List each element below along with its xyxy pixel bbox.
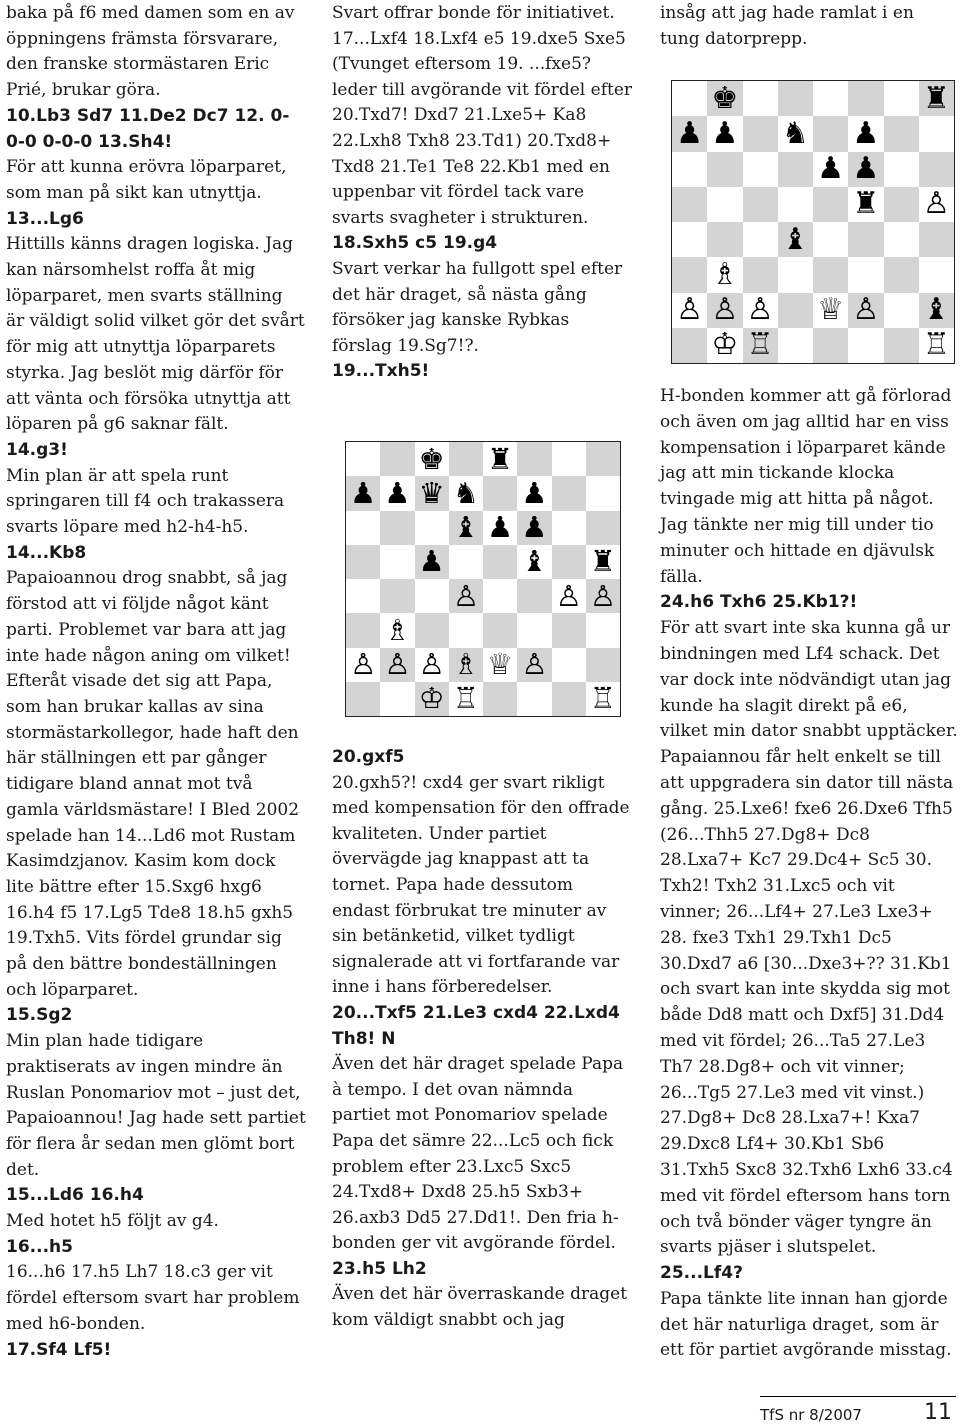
square-e7: [813, 116, 848, 151]
move-line: 15.Sg2: [6, 1005, 73, 1026]
move-line: 18.Sxh5 c5 19.g4: [332, 233, 498, 254]
square-c3: [415, 613, 449, 647]
square-d8: [778, 81, 813, 116]
chess-piece-icon: ♙: [746, 292, 774, 328]
move-line: 10.Lb3 Sd7 11.De2 Dc7 12. 0-0-0 0-0-0 13.Sh4!: [6, 105, 290, 152]
chess-piece-icon: ♙: [711, 292, 739, 328]
move-line: 23.h5 Lh2: [332, 1258, 427, 1279]
square-d7: [778, 116, 813, 151]
move-line: 19...Txh5!: [332, 361, 430, 382]
square-c4: [743, 222, 778, 257]
square-f1: [517, 682, 551, 716]
square-e7: [483, 476, 517, 510]
square-e1: [483, 682, 517, 716]
square-f5: [848, 187, 883, 222]
square-g5: [552, 545, 586, 579]
square-g2: [884, 293, 919, 328]
chess-piece-icon: ♙: [852, 292, 880, 328]
square-g2: [552, 648, 586, 682]
square-a3: [672, 257, 707, 292]
square-e5: [813, 187, 848, 222]
square-b8: [380, 442, 414, 476]
square-c5: [415, 545, 449, 579]
square-a5: [672, 187, 707, 222]
chess-piece-icon: ♜: [852, 186, 880, 222]
chess-piece-icon: ♕: [817, 292, 845, 328]
chess-piece-icon: ♟: [384, 475, 411, 510]
footer-rule: [760, 1396, 956, 1397]
chess-piece-icon: ♟: [852, 151, 880, 187]
square-d4: [449, 579, 483, 613]
square-f5: [517, 545, 551, 579]
chess-piece-icon: ♙: [452, 578, 479, 613]
chess-piece-icon: ♞: [781, 115, 809, 151]
paragraph: Papaioannou drog snabbt, så jag förstod att vi följde något känt parti. Problemet var bara att jag inte hade någon aning om vilket! Efteråt visade det sig att Papa, som han brukar kallas av sina stormästarkollegor, hade haft den här ställningen ett par gånger tidigare bland annat mot två gamla världsmästare! I Bled 2002 spelade han 14...Ld6 mot Rustam Kasimdzjanov. Kasim kom dock lite bättre efter 15.Sxg6 hxg6 16.h4 f5 17.Lg5 Tde8 18.h5 gxh5 19.Txh5. Vits fördel grundar sig på den bättre bondeställningen och löparparet.: [6, 568, 300, 1000]
chess-piece-icon: ♙: [922, 186, 950, 222]
square-c8: [743, 81, 778, 116]
square-d1: [449, 682, 483, 716]
square-a1: [672, 328, 707, 363]
square-d6: [449, 511, 483, 545]
square-c5: [743, 187, 778, 222]
paragraph: Papa tänkte lite innan han gjorde det här naturliga draget, som är ett för partiet avgörande misstag.: [660, 1288, 952, 1361]
square-h6: [586, 511, 620, 545]
square-d3: [449, 613, 483, 647]
square-h8: [919, 81, 954, 116]
chess-piece-icon: ♖: [746, 327, 774, 363]
square-e6: [813, 152, 848, 187]
square-b6: [707, 152, 742, 187]
square-f2: [517, 648, 551, 682]
square-f7: [517, 476, 551, 510]
square-f4: [517, 579, 551, 613]
publication-label: TfS nr 8/2007: [760, 1406, 862, 1424]
square-b1: [707, 328, 742, 363]
square-e8: [483, 442, 517, 476]
chess-piece-icon: ♙: [350, 647, 377, 682]
square-c8: [415, 442, 449, 476]
square-a2: [346, 648, 380, 682]
chess-piece-icon: ♙: [384, 647, 411, 682]
paragraph: Hittills känns dragen logiska. Jag kan närsomhelst roffa åt mig löparparet, men svarts ställning är väldigt solid vilket gör det svårt för mig att utnyttja löparparets styrka. Jag beslöt mig därför för att vänta och försöka utnyttja att löparen på g6 saknar fält.: [6, 234, 305, 435]
square-g4: [884, 222, 919, 257]
square-b4: [380, 579, 414, 613]
square-a4: [346, 579, 380, 613]
square-c6: [743, 152, 778, 187]
chess-piece-icon: ♖: [452, 681, 479, 716]
chess-piece-icon: ♟: [852, 115, 880, 151]
square-f6: [517, 511, 551, 545]
square-g1: [884, 328, 919, 363]
square-h5: [919, 187, 954, 222]
square-c2: [415, 648, 449, 682]
chess-piece-icon: ♟: [521, 475, 548, 510]
square-f6: [848, 152, 883, 187]
square-a4: [672, 222, 707, 257]
chess-piece-icon: ♜: [922, 80, 950, 116]
square-g8: [552, 442, 586, 476]
square-b8: [707, 81, 742, 116]
paragraph: Min plan är att spela runt springaren till f4 och trakassera svarts löpare med h2-h4-h5.: [6, 465, 285, 538]
square-d5: [449, 545, 483, 579]
square-g7: [552, 476, 586, 510]
square-c4: [415, 579, 449, 613]
chess-piece-icon: ♔: [418, 681, 445, 716]
paragraph: Svart verkar ha fullgott spel efter det här draget, så nästa gång försöker jag kanske Rybkas förslag 19.Sg7!?.: [332, 258, 623, 356]
chess-piece-icon: ♚: [711, 80, 739, 116]
square-c7: [743, 116, 778, 151]
paragraph: Även det här överraskande draget kom väldigt snabbt och jag: [332, 1284, 628, 1331]
square-a3: [346, 613, 380, 647]
chess-piece-icon: ♝: [781, 221, 809, 257]
square-d2: [449, 648, 483, 682]
chess-piece-icon: ♜: [487, 441, 514, 476]
chess-piece-icon: ♟: [711, 115, 739, 151]
square-b2: [380, 648, 414, 682]
chess-piece-icon: ♙: [521, 647, 548, 682]
square-g1: [552, 682, 586, 716]
page-number: 11: [924, 1400, 952, 1425]
square-f2: [848, 293, 883, 328]
chess-piece-icon: ♞: [452, 475, 479, 510]
chess-piece-icon: ♙: [676, 292, 704, 328]
square-b5: [707, 187, 742, 222]
chess-diagram-right: [671, 80, 955, 364]
square-h4: [919, 222, 954, 257]
move-line: 13...Lg6: [6, 208, 84, 229]
square-h5: [586, 545, 620, 579]
chess-piece-icon: ♟: [521, 510, 548, 545]
move-line: 25...Lf4?: [660, 1263, 743, 1284]
chess-diagram-middle: [345, 441, 621, 717]
square-f8: [517, 442, 551, 476]
square-d2: [778, 293, 813, 328]
square-a8: [346, 442, 380, 476]
square-d4: [778, 222, 813, 257]
square-e2: [483, 648, 517, 682]
square-g3: [884, 257, 919, 292]
chess-piece-icon: ♗: [384, 612, 411, 647]
move-line: 17.Sf4 Lf5!: [6, 1339, 112, 1360]
square-c7: [415, 476, 449, 510]
square-h3: [919, 257, 954, 292]
page-footer: [760, 1402, 956, 1424]
square-h1: [919, 328, 954, 363]
square-e3: [813, 257, 848, 292]
square-b7: [380, 476, 414, 510]
square-h8: [586, 442, 620, 476]
square-b4: [707, 222, 742, 257]
square-h2: [586, 648, 620, 682]
square-e6: [483, 511, 517, 545]
square-h3: [586, 613, 620, 647]
chess-piece-icon: ♟: [418, 544, 445, 579]
square-g8: [884, 81, 919, 116]
square-a6: [672, 152, 707, 187]
square-f8: [848, 81, 883, 116]
square-g4: [552, 579, 586, 613]
move-line: 14.g3!: [6, 439, 68, 460]
square-g3: [552, 613, 586, 647]
chess-piece-icon: ♜: [589, 544, 616, 579]
chess-piece-icon: ♙: [418, 647, 445, 682]
square-h7: [919, 116, 954, 151]
square-a1: [346, 682, 380, 716]
paragraph: Min plan hade tidigare praktiserats av ingen mindre än Ruslan Ponomariov mot – just det, Papaioannou! Jag hade sett partiet för flera år sedan men glömt bort det.: [6, 1031, 306, 1180]
chess-piece-icon: ♟: [676, 115, 704, 151]
chess-piece-icon: ♙: [589, 578, 616, 613]
square-f7: [848, 116, 883, 151]
square-g6: [552, 511, 586, 545]
chess-piece-icon: ♛: [418, 475, 445, 510]
square-e8: [813, 81, 848, 116]
square-e1: [813, 328, 848, 363]
paragraph: Med hotet h5 följt av g4.: [6, 1211, 219, 1232]
paragraph: 20.gxh5?! cxd4 ger svart rikligt med kompensation för den offrade kvaliteten. Under partiet övervägde jag knappast att ta tornet. Papa hade dessutom endast förbrukat tre minuter av sin betänketid, vilket tydligt signalerade att vi fortfarande var inne i hans förberedelser.: [332, 772, 630, 998]
square-d6: [778, 152, 813, 187]
move-line: 20.gxf5: [332, 747, 405, 767]
square-e2: [813, 293, 848, 328]
move-line: 20...Txf5 21.Le3 cxd4 22.Lxd4 Th8! N: [332, 1002, 620, 1049]
paragraph: insåg att jag hade ramlat i en tung datorprepp.: [660, 3, 914, 49]
paragraph: baka på f6 med damen som en av öppningens främsta försvarare, den franske stormästaren Eric Prié, brukar göra.: [6, 3, 295, 101]
square-b1: [380, 682, 414, 716]
square-c1: [415, 682, 449, 716]
square-e5: [483, 545, 517, 579]
square-b3: [380, 613, 414, 647]
move-line: 14...Kb8: [6, 542, 87, 563]
square-f4: [848, 222, 883, 257]
paragraph: 16...h6 17.h5 Lh7 18.c3 ger vit fördel eftersom svart har problem med h6-bonden.: [6, 1262, 300, 1334]
chess-piece-icon: ♟: [487, 510, 514, 545]
square-c2: [743, 293, 778, 328]
paragraph: Även det här draget spelade Papa à tempo. I det ovan nämnda partiet mot Ponomariov spelade Papa det sämre 22...Lc5 och fick problem efter 23.Lxc5 Sxc5 24.Txd8+ Dxd8 25.h5 Sxb3+ 26.axb3 Dd5 27.Dd1!. Den fria h-bonden ger vit avgörande fördel.: [332, 1054, 624, 1254]
square-b5: [380, 545, 414, 579]
square-g6: [884, 152, 919, 187]
move-line: 16...h5: [6, 1236, 73, 1257]
right-text-bottom: [660, 384, 958, 1364]
square-f3: [848, 257, 883, 292]
square-d8: [449, 442, 483, 476]
chess-piece-icon: ♗: [452, 647, 479, 682]
square-b3: [707, 257, 742, 292]
chess-piece-icon: ♟: [350, 475, 377, 510]
square-a6: [346, 511, 380, 545]
chess-piece-icon: ♝: [521, 544, 548, 579]
square-h2: [919, 293, 954, 328]
square-c3: [743, 257, 778, 292]
move-line: 15...Ld6 16.h4: [6, 1185, 144, 1206]
square-d7: [449, 476, 483, 510]
square-d5: [778, 187, 813, 222]
chess-piece-icon: ♝: [922, 292, 950, 328]
square-d3: [778, 257, 813, 292]
square-e3: [483, 613, 517, 647]
square-a7: [346, 476, 380, 510]
paragraph: Svart offrar bonde för initiativet. 17...Lxf4 18.Lxf4 e5 19.dxe5 Sxe5 (Tvunget eftersom 19. ...fxe5? leder till avgörande vit fördel efter 20.Txd7! Dxd7 21.Lxe5+ Ka8 22.Lxh8 Txh8 23.Td1) 20.Txd8+ Txd8 21.Te1 Te8 22.Kb1 med en uppenbar vit fördel tack vare svarts svagheter i strukturen.: [332, 3, 633, 228]
chess-piece-icon: ♗: [711, 256, 739, 292]
paragraph: För att kunna erövra löparparet, som man på sikt kan utnyttja.: [6, 157, 287, 203]
square-a8: [672, 81, 707, 116]
chess-piece-icon: ♝: [452, 510, 479, 545]
paragraph: För att svart inte ska kunna gå ur bindningen med Lf4 schack. Det var dock inte nödvändigt utan jag kunde ha slagit direkt på e6, vilket min dator snabbt upptäcker. Papaiannou får helt enkelt se till att uppgradera sin dator till nästa gång. 25.Lxe6! fxe6 26.Dxe6 Tfh5 (26...Thh5 27.Dg8+ Dc8 28.Lxa7+ Kc7 29.Dc4+ Sc5 30. Txh2! Txh2 31.Lxc5 och vit vinner; 26...Lf4+ 27.Le3 Lxe3+ 28. fxe3 Txh1 29.Txh1 Dc5 30.Dxd7 a6 [30...Dxe3+?? 31.Kb1 och svart kan inte skydda sig mot både Dd8 matt och Dxf5] 31.Dd4 med vit fördel; 26...Ta5 27.Le3 Th7 28.Dg8+ och vit vinner; 26...Tg5 27.Le3 med vit vinst.) 27.Dg8+ Dc8 28.Lxa7+! Kxa7 29.Dxc8 Lf4+ 30.Kb1 Sb6 31.Txh5 Sxc8 32.Txh6 Lxh6 33.c4 med vit fördel eftersom hans torn och två bönder väger tyngre än svarts pjäser i slutspelet.: [660, 618, 958, 1258]
square-e4: [483, 579, 517, 613]
chess-piece-icon: ♔: [711, 327, 739, 363]
square-h1: [586, 682, 620, 716]
move-line: 24.h6 Txh6 25.Kb1?!: [660, 592, 858, 613]
square-g7: [884, 116, 919, 151]
square-a2: [672, 293, 707, 328]
square-c1: [743, 328, 778, 363]
chess-piece-icon: ♖: [589, 681, 616, 716]
square-f3: [517, 613, 551, 647]
chess-piece-icon: ♟: [817, 151, 845, 187]
middle-text-top: [332, 1, 632, 385]
chess-piece-icon: ♕: [487, 647, 514, 682]
square-a5: [346, 545, 380, 579]
left-text: [6, 1, 306, 1363]
square-a7: [672, 116, 707, 151]
square-b6: [380, 511, 414, 545]
right-text-top: [660, 1, 958, 52]
square-h6: [919, 152, 954, 187]
paragraph: H-bonden kommer att gå förlorad och även om jag alltid har en viss kompensation i löparparet kände jag att min tickande klocka tvingade mig att hitta på något. Jag tänkte ner mig till under tio minuter och hittade en djävulsk fälla.: [660, 386, 952, 587]
square-e4: [813, 222, 848, 257]
chess-piece-icon: ♖: [922, 327, 950, 363]
square-c6: [415, 511, 449, 545]
chess-piece-icon: ♚: [418, 441, 445, 476]
square-d1: [778, 328, 813, 363]
square-h4: [586, 579, 620, 613]
square-h7: [586, 476, 620, 510]
square-g5: [884, 187, 919, 222]
square-f1: [848, 328, 883, 363]
chess-piece-icon: ♙: [555, 578, 582, 613]
square-b7: [707, 116, 742, 151]
middle-text-bottom: [332, 745, 632, 1334]
square-b2: [707, 293, 742, 328]
